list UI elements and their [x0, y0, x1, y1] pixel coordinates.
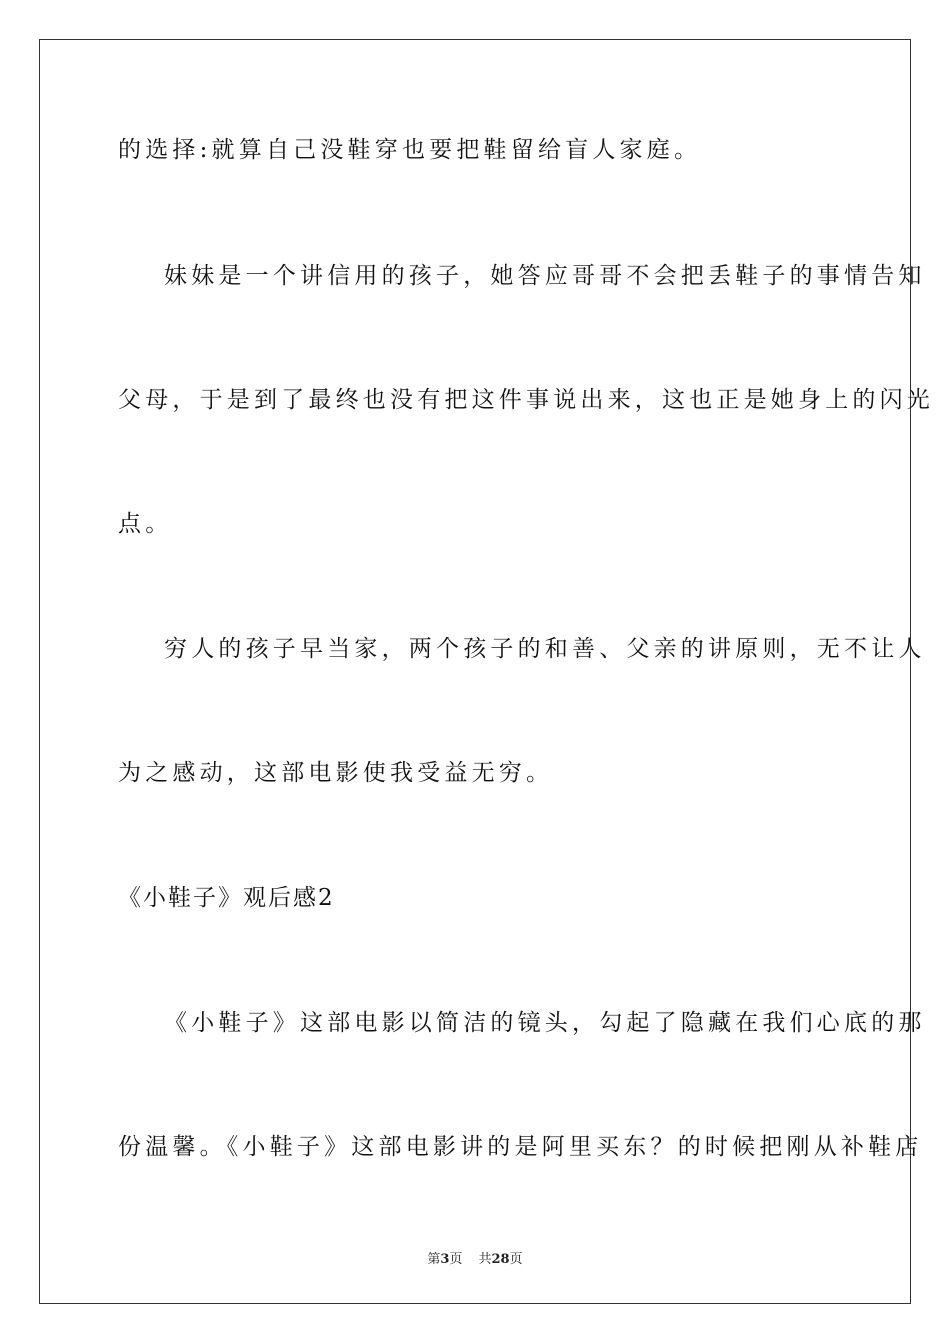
text-line-5: 穷人的孩子早当家，两个孩子的和善、父亲的讲原则，无不让人 — [164, 636, 926, 662]
footer-total-pages: 28 — [491, 1252, 510, 1267]
footer-page-prefix: 第 — [427, 1252, 441, 1267]
section-heading: 《小鞋子》观后感2 — [118, 885, 335, 911]
text-line-8: 份温馨。《小鞋子》这部电影讲的是阿里买东？的时候把刚从补鞋店 — [118, 1134, 923, 1160]
footer-total-prefix: 共 — [478, 1252, 492, 1267]
text-line-3: 父母，于是到了最终也没有把这件事说出来，这也正是她身上的闪光 — [118, 387, 934, 413]
page-border — [39, 39, 934, 1304]
text-line-1: 的选择:就算自己没鞋穿也要把鞋留给盲人家庭。 — [118, 137, 702, 163]
footer-page-suffix: 页 — [449, 1252, 463, 1267]
text-line-2: 妹妹是一个讲信用的孩子，她答应哥哥不会把丢鞋子的事情告知 — [164, 263, 926, 289]
footer-page-number: 3 — [440, 1252, 450, 1267]
text-line-4: 点。 — [118, 511, 173, 537]
text-line-6: 为之感动，这部电影使我受益无穷。 — [118, 760, 554, 786]
page-footer — [0, 1248, 950, 1267]
footer-total-suffix: 页 — [509, 1252, 523, 1267]
text-line-7: 《小鞋子》这部电影以简洁的镜头，勾起了隐藏在我们心底的那 — [164, 1010, 926, 1036]
